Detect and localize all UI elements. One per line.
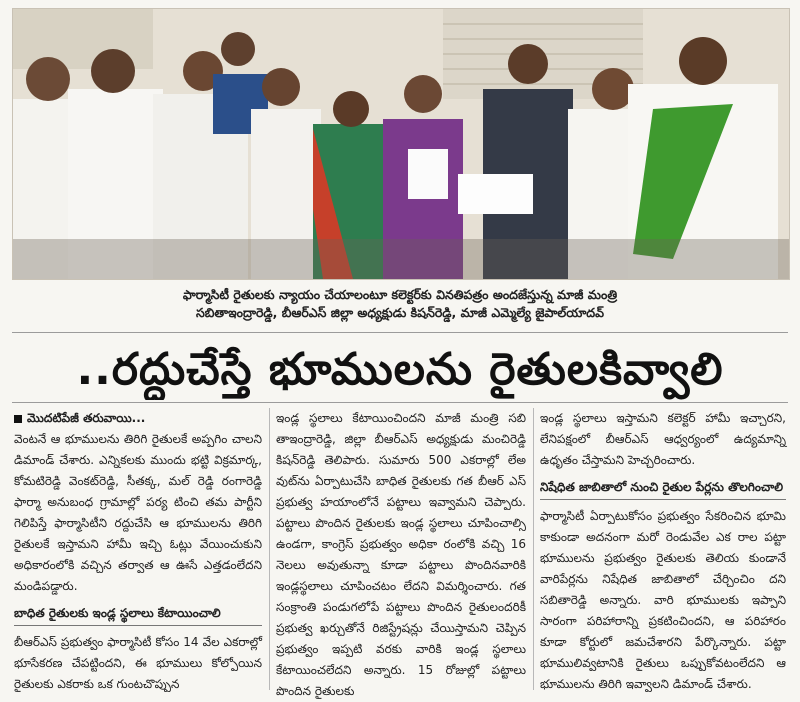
bullet-square-icon	[14, 415, 22, 423]
col3-paragraph-1: ఇండ్ల స్థలాలు ఇస్తామని కలెక్టర్ హామీ ఇచ్చారని, లేనిపక్షంలో బీఆర్ఎస్ ఆధ్వర్యంలో ఉద్యమాన్ని ఉధృతం చేస్తామని హెచ్చరించారు.	[540, 411, 786, 467]
continuation-kicker	[14, 408, 262, 429]
col1-paragraph-2: బీఆర్ఎస్ ప్రభుత్వం ఫార్మాసిటీ కోసం 14 వేల ఎకరాల్లో భూసేకరణ చేపట్టిందని, ఈ భూములు కోల్పోయిన రైతులకు ఎకరాకు ఒక గుంటచొప్పున	[14, 635, 262, 691]
col3-subheading: నిషేధిత జాబితాలో నుంచి రైతుల పేర్లను తొలగించాలి	[540, 477, 786, 500]
article-column-2	[276, 408, 526, 702]
divider-top	[12, 332, 788, 333]
col3-paragraph-2: ఫార్మాసిటీ ఏర్పాటుకోసం ప్రభుత్వం సేకరించిన భూమి కాకుండా అదనంగా మరో రెండువేల ఎక రాల పట్టా భూములను ప్రభుత్వం రైతులకు తెలియ కుండానే వారిపేర్లను నిషేధిత జాబితాలో చేర్చించిం దని సబితారెడ్డి అన్నారు. వారి భూములకు ఇప్పాని సారంగా పరిహారాన్ని ప్రకటించిందని, ఆ పరిహారం కూడా కోర్టులో జమచేశారని పేర్కొన్నారు. పట్టా భూములివ్వటానికి రైతులు ఒప్పుకోవటంలేదని ఆ భూములను తిరిగి ఇవ్వాలని డిమాండ్ చేశారు.	[540, 509, 786, 691]
divider-bottom	[12, 402, 788, 403]
col2-paragraph-1: ఇండ్ల స్థలాలు కేటాయించిందని మాజీ మంత్రి సబి తాఇంద్రారెడ్డి, జిల్లా బీఆర్ఎస్ అధ్యక్షుడు మంచిరెడ్డి కిషన్‌రెడ్డి తెలిపారు. సుమారు 500 ఎకరాల్లో లేఅ వుట్‌ను ఏర్పాటుచేసి బాధిత రైతులకు గత బీఆర్ ఎస్ ప్రభుత్వ హయాంలోనే పట్టాలు ఇవ్వామని చెప్పారు. పట్టాలు పొందిన రైతులకు ఇండ్ల స్థలాలు చూపించాల్సి ఉండగా, కాంగ్రెస్ ప్రభుత్వం అధికా రంలోకి వచ్చి 16 నెలలు అవుతున్నా కూడా పట్టాలు పొందినవారికి ఇండ్లస్థలాలు చూపించటం లేదని విమర్శించారు. గత సంక్రాంతి పండుగలోపే పట్టాలు పొందిన రైతులందరికీ ప్రభుత్వ ఖర్చుతోనే రిజిస్ట్రేషన్లు చేయిస్తామని చెప్పిన ప్రభుత్వం ఇప్పటి వరకు వారికి ఇండ్ల స్థలాలు కేటాయించలేదని అన్నారు. 15 రోజుల్లో పట్టాలు పొందిన రైతులకు	[276, 411, 526, 698]
article-column-3	[540, 408, 786, 695]
col1-paragraph-1: వెంటనే ఆ భూములను తిరిగి రైతులకే అప్పగిం చాలని డిమాండ్ చేశారు. ఎన్నికలకు ముందు భట్టి విక్రమార్క, కోమటిరెడ్డి వెంకట్‌రెడ్డి, సీతక్క, మల్ రెడ్డి రంగారెడ్డి ఫార్మా అనుబంధ గ్రామాల్లో పర్య టించి తమ పార్టీని గెలిపిస్తే ఫార్మాసిటీని రద్దుచేసి ఆ భూములను తిరిగి రైతులకే ఇస్తామని హామీ ఇచ్చి ఓట్లు వేయించుకుని అధికారంలోకి వచ్చిన తర్వాత ఆ ఊసే ఎత్తడంలేదని మండిపడ్డారు.	[14, 432, 262, 593]
col1-subheading: బాధిత రైతులకు ఇండ్ల స్థలాలు కేటాయించాలి	[14, 603, 262, 626]
kicker-text: మొదటిపేజీ తరువాయి...	[27, 411, 146, 425]
caption-line-1: ఫార్మాసిటీ రైతులకు న్యాయం చేయాలంటూ కలెక్టర్‌కు వినతిపత్రం అందజేస్తున్న మాజీ మంత్రి	[182, 287, 618, 302]
photo-caption	[12, 286, 788, 322]
column-separator-1	[269, 408, 270, 690]
headline: ..రద్దుచేస్తే భూములను రైతులకివ్వాలి	[76, 344, 724, 395]
column-separator-2	[533, 408, 534, 690]
group-photo-illustration	[13, 9, 789, 279]
caption-line-2: సబితాఇంద్రారెడ్డి, బీఆర్ఎస్ జిల్లా అధ్యక్షుడు కిషన్‌రెడ్డి, మాజీ ఎమ్మెల్యే జైపాల్‌యాదవ్	[195, 305, 605, 320]
news-photo	[12, 8, 790, 280]
article-column-1	[14, 408, 262, 695]
